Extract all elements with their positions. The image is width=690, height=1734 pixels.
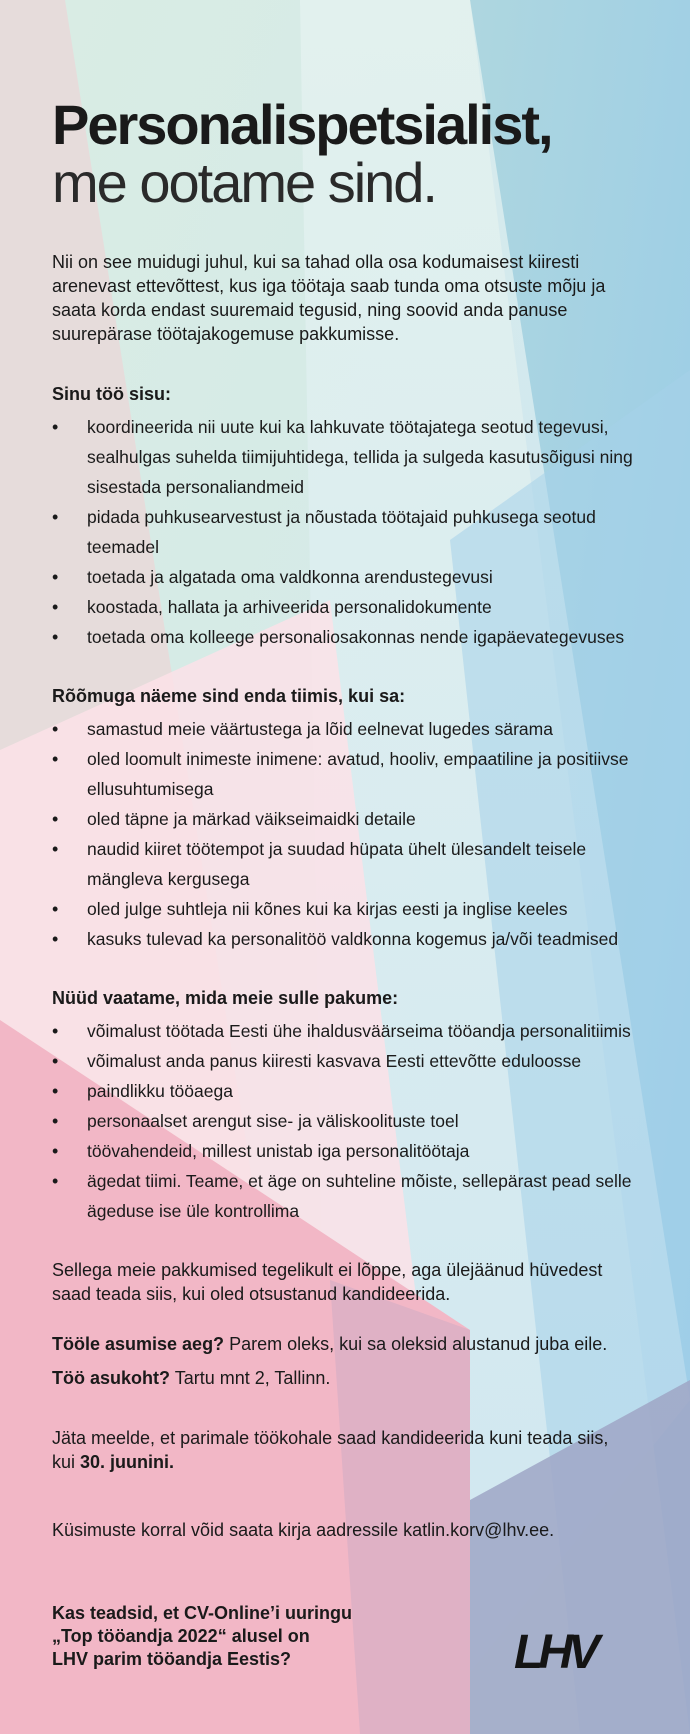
list-item: • kasuks tulevad ka personalitöö valdkonna kogemus ja/või teadmised <box>52 924 652 954</box>
title-light: me ootame sind. <box>52 151 436 214</box>
location-label: Töö asukoht? <box>52 1368 170 1388</box>
start-value: Parem oleks, kui sa oleksid alustanud juba eile. <box>229 1334 608 1354</box>
location-value: Tartu mnt 2, Tallinn. <box>174 1368 331 1388</box>
bullet-icon: • <box>52 507 59 527</box>
bullet-icon: • <box>52 417 59 437</box>
footer-line: Kas teadsid, et CV-Online’i uuringu <box>52 1603 353 1623</box>
section-requirements <box>52 684 652 954</box>
list-item: • oled julge suhtleja nii kõnes kui ka kirjas eesti ja inglise keeles <box>52 894 652 924</box>
title-bold: Personalispetsialist, <box>52 93 552 156</box>
section-heading: Nüüd vaatame, mida meie sulle pakume: <box>52 988 399 1008</box>
list-item: • pidada puhkusearvestust ja nõustada töötajaid puhkusega seotud teemadel <box>52 502 652 562</box>
list-item: • oled loomult inimeste inimene: avatud, hooliv, empaatiline ja positiivse ellusuhtumisega <box>52 744 652 804</box>
list-item: • ägedat tiimi. Teame, et äge on suhteline mõiste, sellepärast pead selle ägeduse ise üle kontrollima <box>52 1166 652 1226</box>
list-item: • koostada, hallata ja arhiveerida personalidokumente <box>52 592 652 622</box>
list-item: • toetada oma kolleege personaliosakonnas nende igapäevategevuses <box>52 622 652 652</box>
list-item: • naudid kiiret töötempot ja suudad hüpata ühelt ülesandelt teisele mängleva kergusega <box>52 834 652 894</box>
start-time <box>52 1332 652 1356</box>
work-location <box>52 1366 652 1390</box>
page-title <box>52 93 652 214</box>
bullet-icon: • <box>52 749 59 769</box>
bullet-icon: • <box>52 1141 59 1161</box>
footer-line: „Top tööandja 2022“ alusel on <box>52 1626 310 1646</box>
bullet-icon: • <box>52 809 59 829</box>
bullet-icon: • <box>52 567 59 587</box>
bullet-icon: • <box>52 719 59 739</box>
contact-paragraph: Küsimuste korral võid saata kirja aadressile katlin.korv@lhv.ee. <box>52 1520 555 1540</box>
deadline-paragraph <box>52 1426 632 1474</box>
list-item: • paindlikku tööaega <box>52 1076 652 1106</box>
lhv-logo: LHV <box>514 1626 595 1679</box>
deadline-text: Jäta meelde, et parimale töökohale saad kandideerida kuni teada siis, kui <box>52 1428 609 1472</box>
deadline-date: 30. juunini. <box>80 1452 175 1472</box>
bullet-icon: • <box>52 1111 59 1131</box>
bullet-icon: • <box>52 1081 59 1101</box>
requirements-list <box>52 714 652 954</box>
bullet-icon: • <box>52 929 59 949</box>
section-heading: Rõõmuga näeme sind enda tiimis, kui sa: <box>52 686 406 706</box>
list-item: • võimalust anda panus kiiresti kasvava Eesti ettevõtte eduloosse <box>52 1046 652 1076</box>
intro-paragraph: Nii on see muidugi juhul, kui sa tahad olla osa kodumaisest kiiresti arenevast ettevõttest, kus iga töötaja saab tunda oma otsuste mõju ja saata korda endast suuremaid tegusid, ning soovid anda panuse suurepärase töötajakogemuse pakkumisse. <box>52 252 606 344</box>
footer-note <box>52 1602 352 1671</box>
list-item: • personaalset arengut sise- ja väliskoolituste toel <box>52 1106 652 1136</box>
bullet-icon: • <box>52 1171 59 1191</box>
list-item: • töövahendeid, millest unistab iga personalitöötaja <box>52 1136 652 1166</box>
section-offer <box>52 986 652 1226</box>
bullet-icon: • <box>52 597 59 617</box>
section-heading: Sinu töö sisu: <box>52 384 171 404</box>
list-item: • oled täpne ja märkad väikseimaidki detaile <box>52 804 652 834</box>
bullet-icon: • <box>52 1021 59 1041</box>
section-duties <box>52 382 652 652</box>
footer-line: LHV parim tööandja Eestis? <box>52 1649 292 1669</box>
list-item: • võimalust töötada Eesti ühe ihaldusväärseima tööandja personalitiimis <box>52 1016 652 1046</box>
offer-list <box>52 1016 652 1226</box>
closing-paragraph: Sellega meie pakkumised tegelikult ei lõppe, aga ülejäänud hüvedest saad teada siis, kui oled otsustanud kandideerida. <box>52 1260 603 1304</box>
list-item: • toetada ja algatada oma valdkonna arendustegevusi <box>52 562 652 592</box>
bullet-icon: • <box>52 899 59 919</box>
bullet-icon: • <box>52 1051 59 1071</box>
bullet-icon: • <box>52 627 59 647</box>
start-label: Tööle asumise aeg? <box>52 1334 225 1354</box>
duties-list <box>52 412 652 652</box>
job-ad <box>52 93 652 1542</box>
list-item: • koordineerida nii uute kui ka lahkuvate töötajatega seotud tegevusi, sealhulgas suhelda tiimijuhtidega, tellida ja sulgeda kasutusõigusi ning sisestada personaliandmeid <box>52 412 652 502</box>
bullet-icon: • <box>52 839 59 859</box>
list-item: • samastud meie väärtustega ja lõid eelnevat lugedes särama <box>52 714 652 744</box>
